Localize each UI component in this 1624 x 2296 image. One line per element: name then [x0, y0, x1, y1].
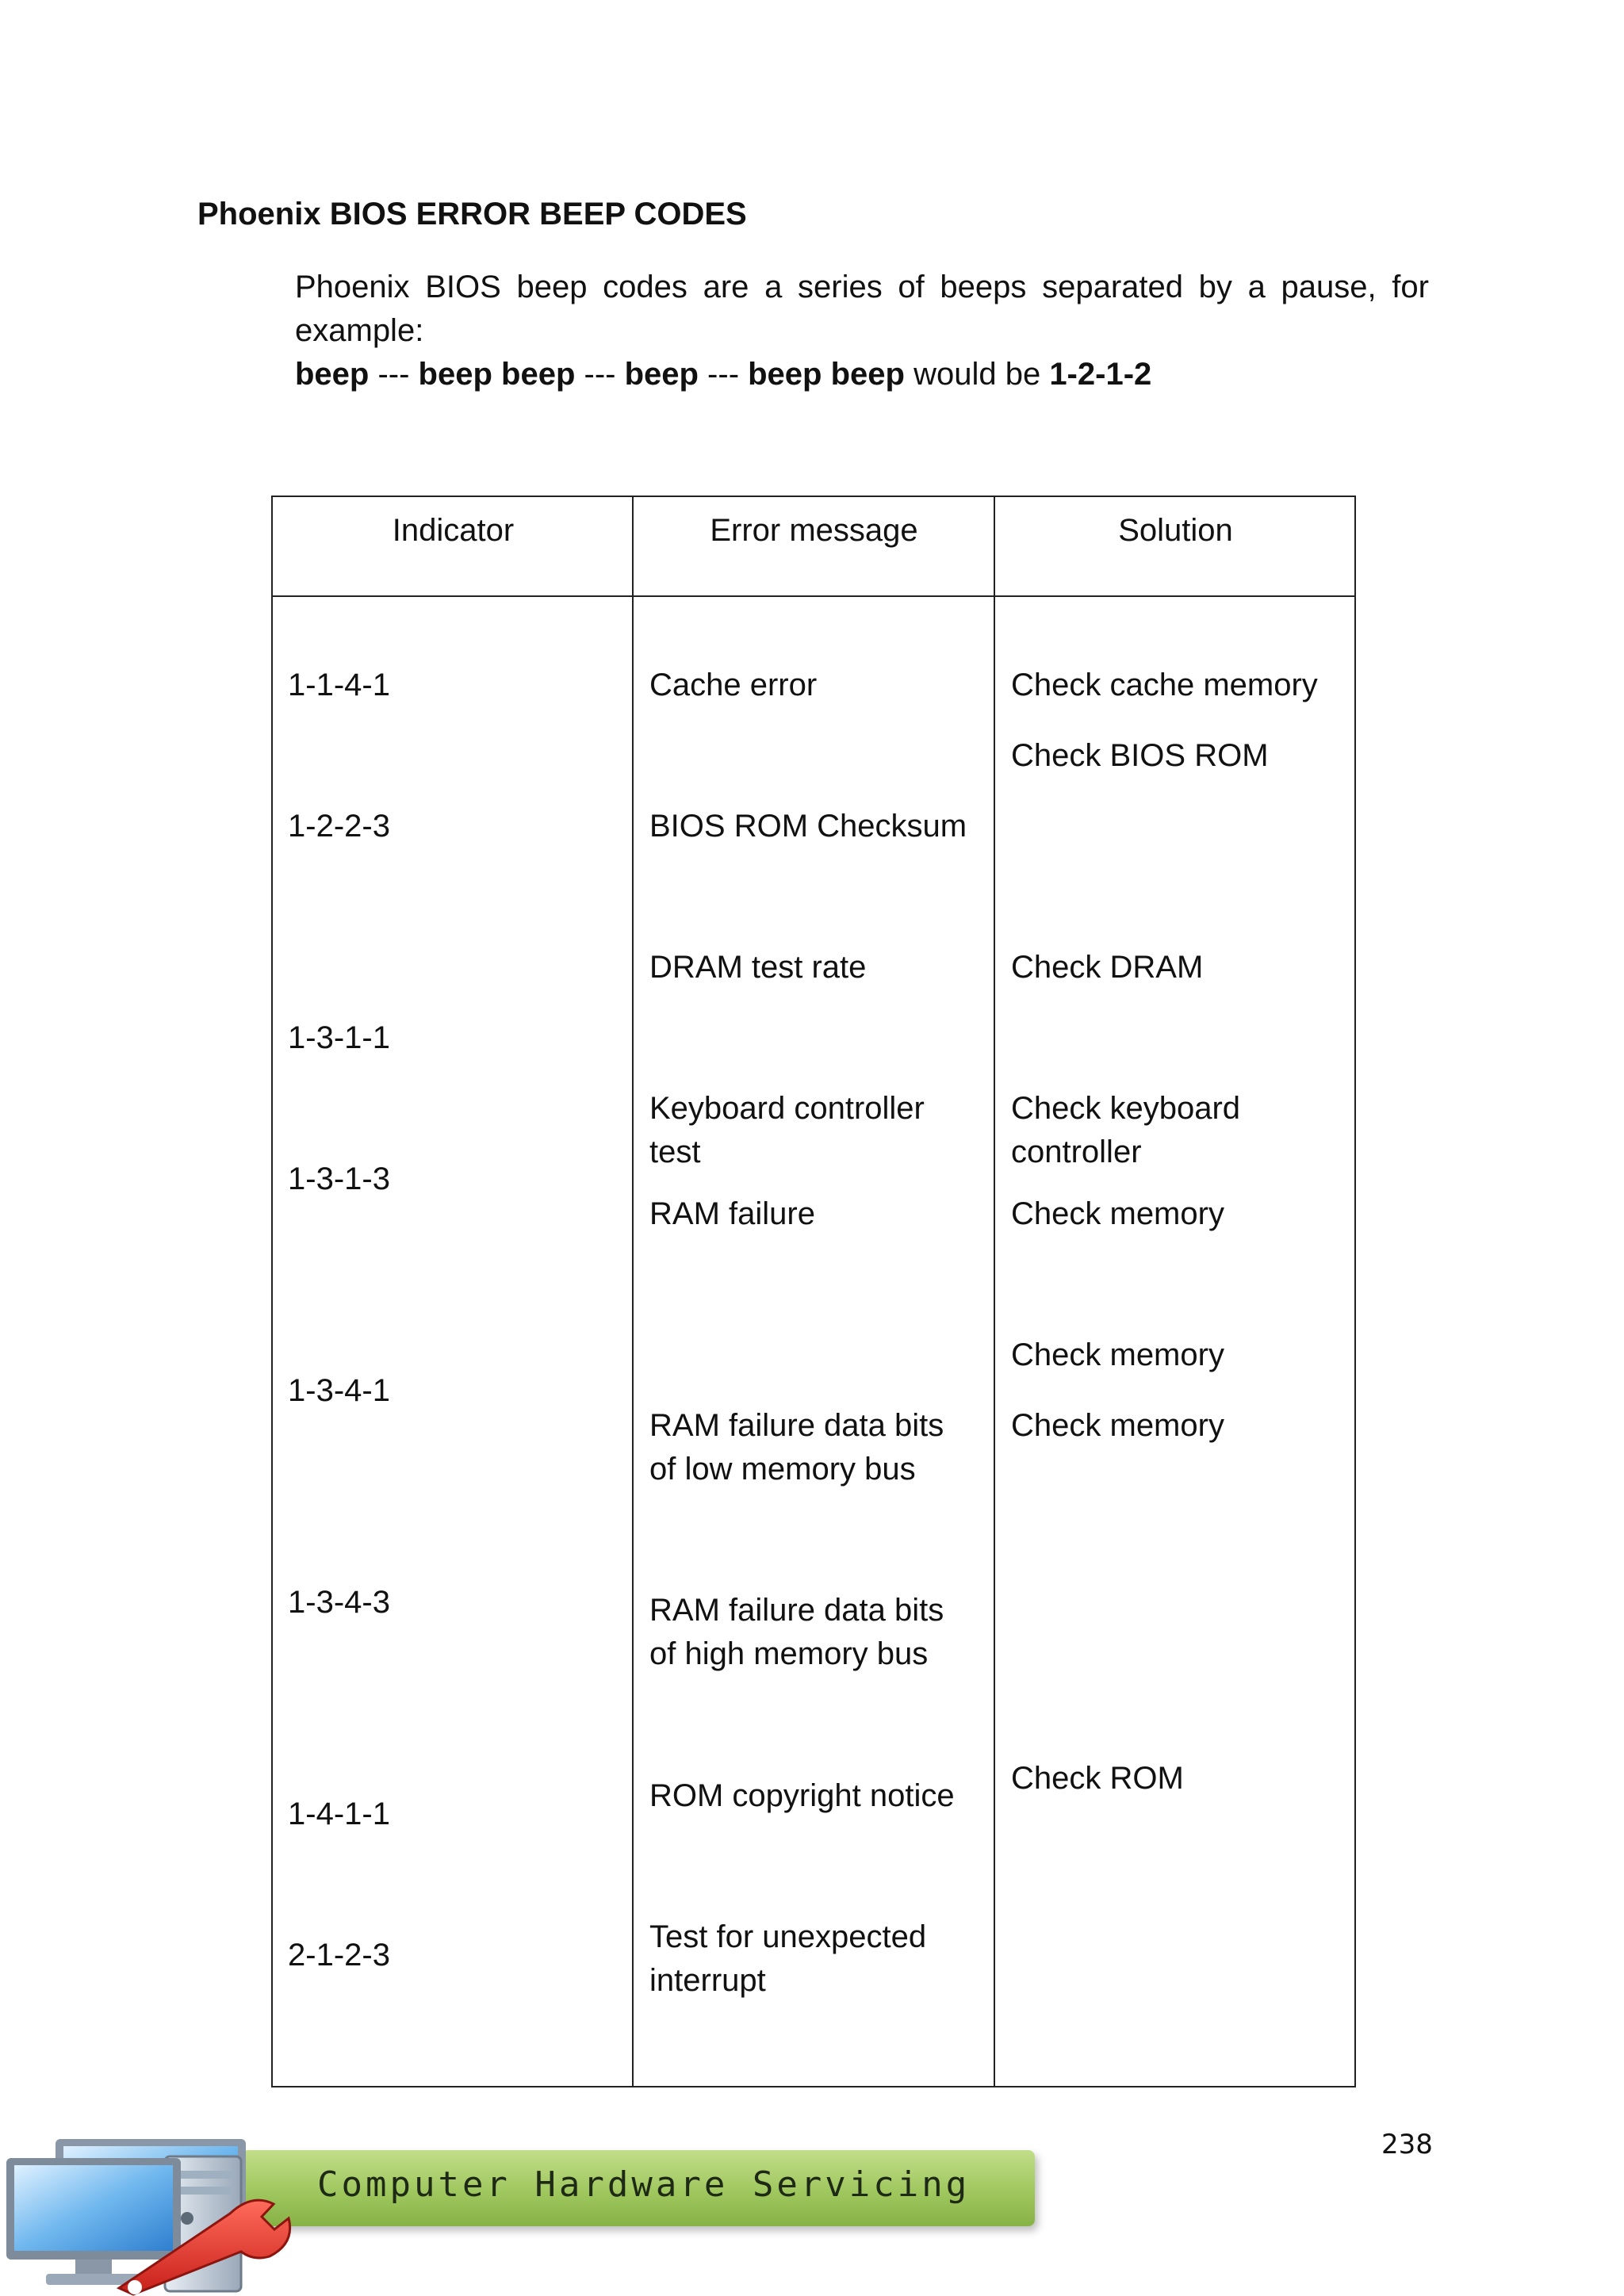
header-solution: Solution — [1118, 513, 1233, 548]
error-cell: RAM failure data bits — [649, 1408, 944, 1443]
error-cell: DRAM test rate — [649, 950, 867, 985]
example-beep-1: beep — [295, 357, 370, 392]
intro-block — [295, 266, 1429, 396]
solution-cell: Check BIOS ROM — [1011, 738, 1269, 773]
error-cell: of low memory bus — [649, 1452, 916, 1487]
indicator-cell: 2-1-2-3 — [288, 1938, 390, 1973]
column-divider — [994, 497, 995, 2086]
example-beep-4: beep beep — [748, 357, 905, 392]
intro-paragraph: Phoenix BIOS beep codes are a series of beeps separated by a pause, for example: — [295, 270, 1429, 348]
beep-code-table — [271, 496, 1356, 2087]
header-error-message: Error message — [710, 513, 918, 548]
error-cell: Keyboard controller — [649, 1091, 925, 1126]
example-sep-1: --- — [369, 357, 419, 392]
error-cell: Cache error — [649, 668, 818, 702]
computer-repair-logo-icon — [0, 2125, 1063, 2296]
error-cell: interrupt — [649, 1963, 766, 1998]
solution-cell: Check ROM — [1011, 1761, 1184, 1796]
indicator-cell: 1-4-1-1 — [288, 1797, 390, 1831]
example-beep-2: beep beep — [418, 357, 576, 392]
beep-example — [295, 353, 1429, 396]
solution-cell: Check memory — [1011, 1408, 1224, 1443]
error-cell: BIOS ROM Checksum — [649, 809, 967, 844]
example-would-be: would be — [904, 357, 1050, 392]
solution-cell: Check cache memory — [1011, 668, 1318, 702]
error-cell: ROM copyright notice — [649, 1778, 955, 1813]
example-sep-2: --- — [575, 357, 625, 392]
indicator-cell: 1-3-1-3 — [288, 1161, 390, 1196]
error-cell: RAM failure — [649, 1196, 815, 1231]
indicator-cell: 1-3-1-1 — [288, 1020, 390, 1055]
error-cell: RAM failure data bits — [649, 1593, 944, 1628]
column-divider — [632, 497, 634, 2086]
indicator-cell: 1-1-4-1 — [288, 668, 390, 702]
solution-cell: Check memory — [1011, 1196, 1224, 1231]
example-sep-3: --- — [698, 357, 749, 392]
solution-cell: Check keyboard — [1011, 1091, 1241, 1126]
error-cell: of high memory bus — [649, 1636, 929, 1671]
example-beep-3: beep — [624, 357, 699, 392]
indicator-cell: 1-3-4-1 — [288, 1373, 390, 1408]
error-cell: Test for unexpected — [649, 1919, 927, 1954]
indicator-cell: 1-3-4-3 — [288, 1585, 390, 1620]
page-number: 238 — [1381, 2129, 1433, 2160]
solution-cell: controller — [1011, 1135, 1142, 1169]
header-indicator: Indicator — [392, 513, 515, 548]
solution-cell: Check DRAM — [1011, 950, 1204, 985]
header-divider — [273, 595, 1354, 597]
page-title: Phoenix BIOS ERROR BEEP CODES — [197, 197, 747, 232]
error-cell: test — [649, 1135, 701, 1169]
indicator-cell: 1-2-2-3 — [288, 809, 390, 844]
footer-banner-text: Computer Hardware Servicing — [317, 2164, 971, 2205]
solution-cell: Check memory — [1011, 1337, 1224, 1372]
example-code: 1-2-1-2 — [1049, 357, 1152, 392]
